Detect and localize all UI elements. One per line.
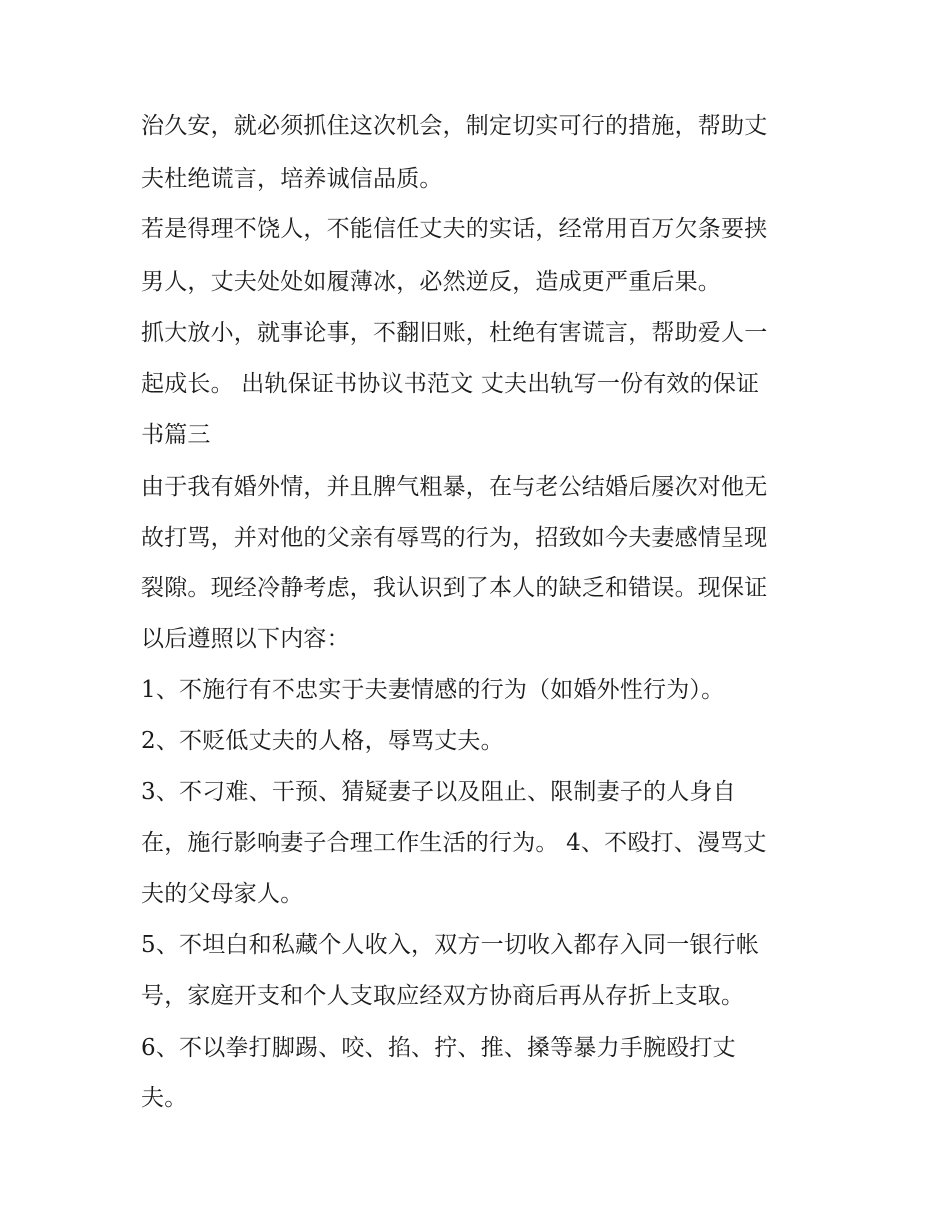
text-line: 裂隙。现经冷静考虑，我认识到了本人的缺乏和错误。现保证: [141, 575, 768, 601]
text-line: 以后遵照以下内容：: [141, 626, 350, 652]
list-item: 3、不刁难、干预、猜疑妻子以及阻止、限制妻子的人身自: [141, 779, 736, 805]
list-item: 5、不坦白和私藏个人收入，双方一切收入都存入同一银行帐: [141, 932, 760, 958]
text-line: 在，施行影响妻子合理工作生活的行为。 4、不殴打、漫骂丈: [141, 830, 767, 856]
text-line: 治久安，就必须抓住这次机会，制定切实可行的措施，帮助丈: [141, 113, 768, 139]
list-item: 6、不以拳打脚踢、咬、掐、拧、推、搡等暴力手腕殴打丈: [141, 1035, 736, 1061]
text-line: 夫。: [141, 1085, 188, 1111]
text-line: 故打骂，并对他的父亲有辱骂的行为，招致如今夫妻感情呈现: [141, 525, 768, 551]
text-line: 抓大放小，就事论事，不翻旧账，杜绝有害谎言，帮助爱人一: [141, 320, 768, 346]
text-line: 书篇三: [141, 422, 211, 448]
text-line: 夫杜绝谎言，培养诚信品质。: [141, 166, 443, 192]
list-item: 2、不贬低丈夫的人格，辱骂丈夫。: [141, 728, 504, 754]
text-line: 起成长。 出轨保证书协议书范文 丈夫出轨写一份有效的保证: [141, 371, 760, 397]
text-line: 若是得理不饶人，不能信任丈夫的实话，经常用百万欠条要挟: [141, 216, 768, 242]
text-line: 由于我有婚外情，并且脾气粗暴，在与老公结婚后屡次对他无: [141, 474, 768, 500]
text-line: 男人，丈夫处处如履薄冰，必然逆反，造成更严重后果。: [141, 269, 721, 295]
text-line: 号，家庭开支和个人支取应经双方协商后再从存折上支取。: [141, 983, 745, 1009]
text-line: 夫的父母家人。: [141, 881, 304, 907]
list-item: 1、不施行有不忠实于夫妻情感的行为（如婚外性行为）。: [141, 677, 725, 703]
